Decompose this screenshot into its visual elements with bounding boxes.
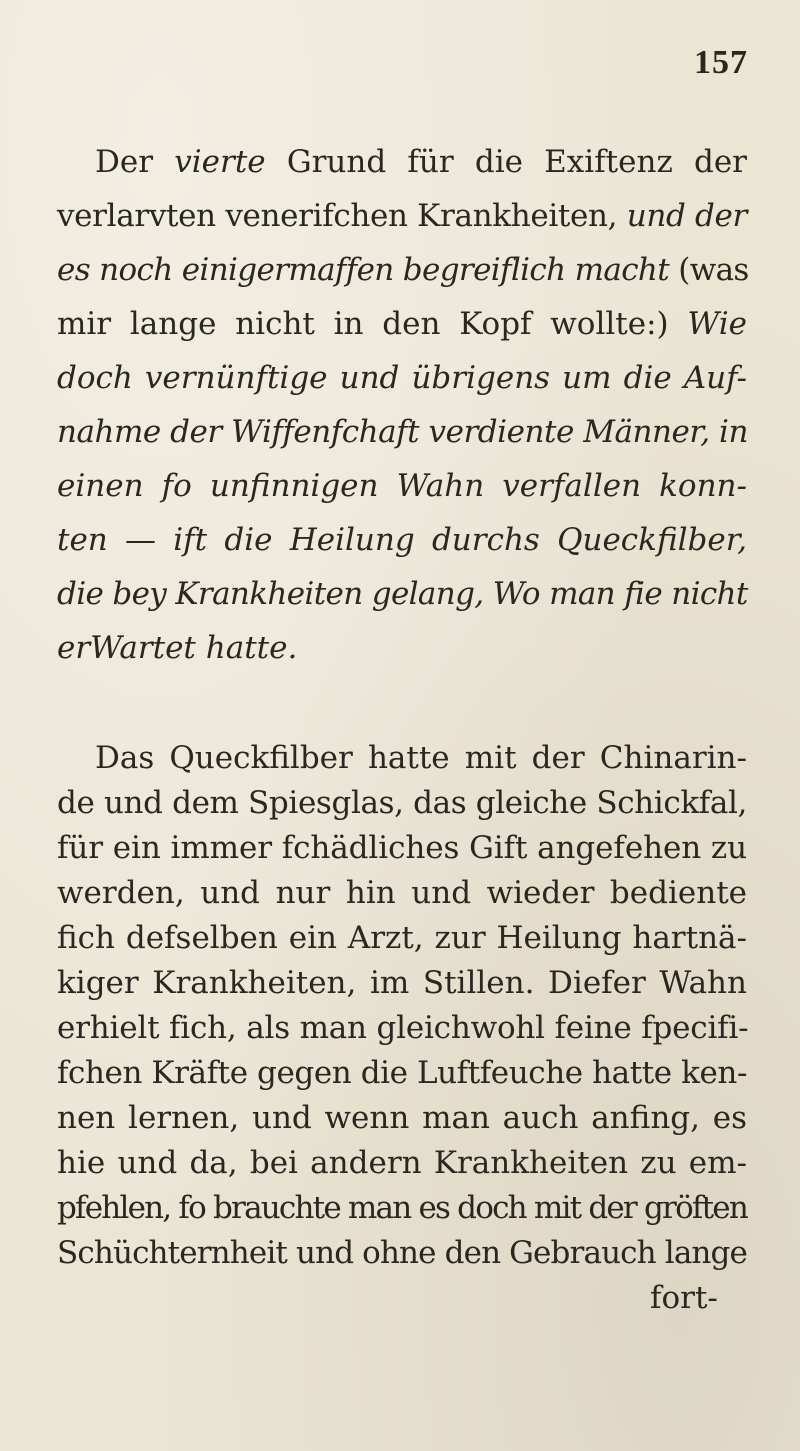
roman-text: mir lange nicht in den Kopf wollte:) [57,306,688,342]
text-line [57,358,747,398]
text-line: nen lernen, und wenn man auch anfing, es [57,1100,747,1136]
roman-text: Grund für die Exiftenz der [265,144,747,180]
text-line [95,142,747,182]
roman-text: (was [669,252,749,288]
catchword: fort- [650,1280,718,1316]
text-line [57,628,297,668]
text-line: de und dem Spiesglas, das gleiche Schickfal, [57,785,747,821]
text-line: Schüchternheit und ohne den Gebrauch lange [57,1235,747,1271]
text-line: pfehlen, fo brauchte man es doch mit der gröften [57,1190,747,1226]
text-line [57,574,748,614]
italic-text: doch vernünftige und übrigens um die Auf- [57,360,747,396]
page-number: 157 [694,44,748,81]
italic-text: einen fo unfinnigen Wahn verfallen konn- [57,468,747,504]
text-line [57,520,747,560]
text-line [57,412,748,452]
text-line: kiger Krankheiten, im Stillen. Diefer Wahn [57,965,747,1001]
italic-text: es noch einigermaffen begreiflich macht [57,252,670,288]
text-line: fchen Kräfte gegen die Luftfeuche hatte ken- [57,1055,748,1091]
text-line: erhielt fich, als man gleichwohl feine fpecifi- [57,1010,749,1046]
italic-text: Wie [687,306,747,342]
text-line: hie und da, bei andern Krankheiten zu em- [57,1145,747,1181]
text-line [57,250,749,290]
italic-text: und der [626,198,748,234]
text-line [57,466,747,506]
text-line [57,304,747,344]
text-line [57,196,747,236]
text-line: werden, und nur hin und wieder bediente [57,875,747,911]
italic-text: ten — ift die Heilung durchs Queckfilber, [57,522,747,558]
text-line: Das Queckfilber hatte mit der Chinarin- [95,740,747,776]
italic-text: nahme der Wiffenfchaft verdiente Männer, in [57,414,748,450]
text-line: fich defselben ein Arzt, zur Heilung hartnä- [57,920,747,956]
text-line: für ein immer fchädliches Gift angefehen zu [57,830,747,866]
italic-text: erWartet hatte. [57,630,298,666]
italic-text: vierte [174,144,266,180]
italic-text: die bey Krankheiten gelang, Wo man fie nicht [57,576,748,612]
roman-text: Der [95,144,175,180]
roman-text: verlarvten venerifchen Krankheiten, [57,198,627,234]
